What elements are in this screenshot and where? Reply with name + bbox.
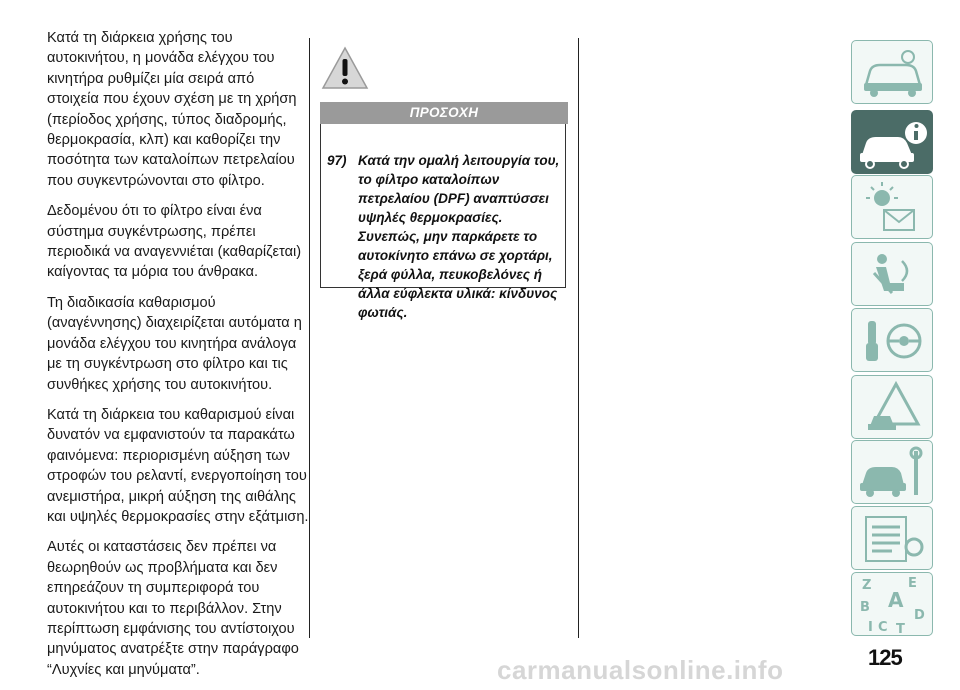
tab-emergency[interactable] — [851, 375, 933, 439]
tab-specifications[interactable] — [851, 506, 933, 570]
paragraph: Δεδομένου ότι το φίλτρο είναι ένα σύστημα συγκέντρωσης, πρέπει περιοδικά να αναγεννιέται (καθαρίζεται) καίγοντας τα μόρια του άνθρακα. — [47, 203, 302, 281]
paragraph: Τη διαδικασία καθαρισμού (αναγέννησης) διαχειρίζεται αυτόματα η μονάδα ελέγχου του κινητήρα ανάλογα με τη συγκέντρωση στο φίλτρο και τις συνθήκες χρήσης του αυτοκινήτου. — [47, 294, 302, 393]
svg-text:A: A — [888, 588, 904, 612]
svg-text:E: E — [908, 576, 917, 591]
warning-header: ΠΡΟΣΟΧΗ — [320, 102, 568, 124]
warning-text — [327, 151, 567, 322]
key-steering-wheel-icon — [852, 309, 934, 373]
warning-number: 97) — [327, 153, 347, 168]
svg-text:D: D — [914, 608, 925, 623]
tab-starting-driving[interactable] — [851, 308, 933, 372]
warning-car-icon — [852, 376, 934, 440]
car-info-icon — [852, 111, 934, 175]
watermark — [0, 655, 960, 686]
tab-safety[interactable] — [851, 242, 933, 306]
tab-lights-messages[interactable] — [851, 175, 933, 239]
tab-dashboard[interactable] — [851, 40, 933, 104]
specifications-list-icon — [852, 507, 934, 571]
main-text-column — [47, 28, 309, 690]
svg-text:T: T — [896, 622, 905, 637]
watermark-text: carmanualsonline.info — [497, 655, 784, 685]
paragraph: Κατά τη διάρκεια χρήσης του αυτοκινήτου, η μονάδα ελέγχου του κινητήρα ρυθμίζει μία σειρά από στοιχεία που έχουν σχέση με τη χρήση (περίοδος χρήσης, τύπος διαδρομής, θερμοκρασία, κλπ) και καθορίζει την ποσότητα των καταλοίπων πετρελαίου που συγκεντρώνονται στο φίλτρο. — [47, 30, 297, 189]
tab-index[interactable] — [851, 572, 933, 636]
car-tools-icon — [852, 441, 934, 505]
alphabet-index-icon — [852, 573, 934, 637]
paragraph: Κατά τη διάρκεια του καθαρισμού είναι δυνατόν να εμφανιστούν τα παρακάτω φαινόμενα: περιορισμένη αύξηση των στροφών του ρελαντί, ενεργοποίηση του ανεμιστήρα, μικρή αύξηση της αιθάλης και υψηλές θερμοκρασίες στην εξάτμιση. — [47, 406, 309, 525]
warning-triangle-icon — [321, 46, 369, 90]
svg-text:C: C — [878, 620, 888, 635]
column-divider — [578, 38, 579, 638]
car-dashboard-icon — [852, 41, 934, 105]
svg-text:B: B — [860, 600, 870, 615]
svg-text:Z: Z — [862, 578, 872, 593]
seat-airbag-icon — [852, 243, 934, 307]
lights-message-icon — [852, 176, 934, 240]
tab-car-info[interactable] — [851, 110, 933, 174]
svg-text:I: I — [868, 620, 873, 635]
paragraph: Αυτές οι καταστάσεις δεν πρέπει να θεωρηθούν ως προβλήματα και δεν επηρεάζουν τη συμπεριφορά του αυτοκινήτου και το περιβάλλον. Στην περίπτωση εμφάνισης του αντίστοιχου μηνύματος ανατρέξτε στην παράγραφο “Λυχνίες και μηνύματα”. — [47, 539, 299, 678]
page-number: 125 — [868, 645, 902, 670]
warning-body: Κατά την ομαλή λειτουργία του, το φίλτρο καταλοίπων πετρελαίου (DPF) αναπτύσσει υψηλές θερμοκρασίες. Συνεπώς, μην παρκάρετε το αυτοκίνητο επάνω σε χορτάρι, ξερά φύλλα, πευκοβελόνες ή άλλα εύφλεκτα υλικά: κίνδυνος φωτιάς. — [358, 153, 560, 320]
tab-maintenance[interactable] — [851, 440, 933, 504]
column-divider — [309, 38, 310, 638]
